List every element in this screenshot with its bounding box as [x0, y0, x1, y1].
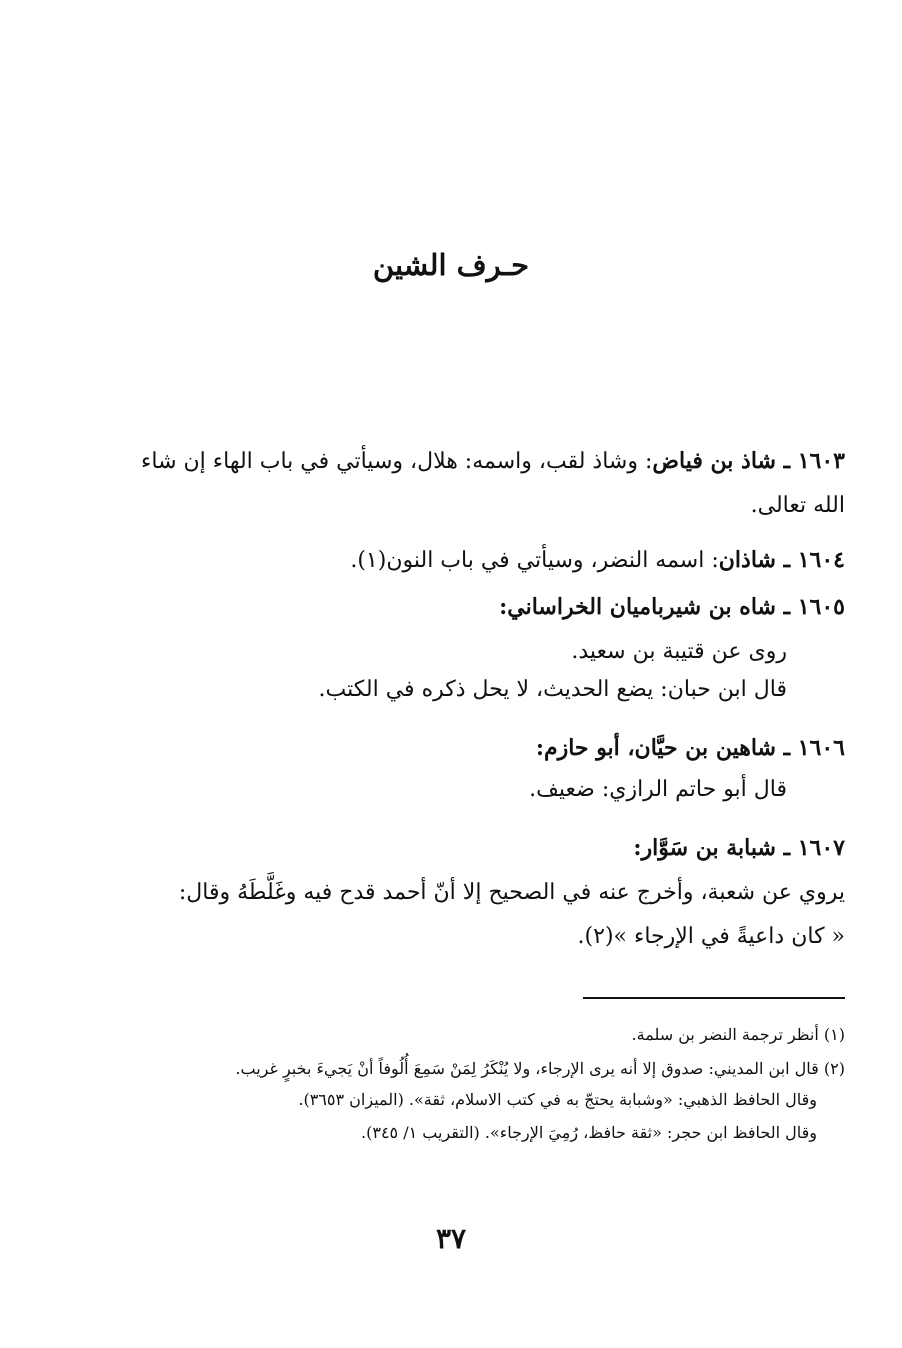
entry-1607-heading — [633, 833, 845, 864]
entry-1604-heading: ١٦٠٤ ـ شاذان — [718, 547, 845, 573]
entry-1605-line-1: روى عن قتيبة بن سعيد. — [571, 639, 787, 664]
footnote-1: (١) أنظر ترجمة النضر بن سلمة. — [631, 1025, 845, 1044]
footnote-separator — [583, 997, 845, 999]
footnote-2-line-2: وقال الحافظ الذهبي: «وشبابة يحتجّ به في كتب الاسلام، ثقة». (الميزان ٣٦٥٣). — [298, 1090, 817, 1109]
entry-1603-line-1 — [141, 446, 845, 477]
entry-1606-heading-text: ١٦٠٦ ـ شاهين بن حيَّان، أبو حازم: — [535, 735, 845, 761]
entry-1603-heading: ١٦٠٣ ـ شاذ بن فياض — [652, 448, 845, 474]
entry-1604-line-1 — [350, 545, 845, 576]
entry-1607-heading-text: ١٦٠٧ ـ شبابة بن سَوَّار: — [633, 835, 845, 861]
entry-1604-text-1: : اسمه النضر، وسيأتي في باب النون(١). — [350, 548, 719, 573]
footnote-2: (٢) قال ابن المديني: صدوق إلا أنه يرى الإرجاء، ولا يُنْكَرُ لِمَنْ سَمِعَ أُلُوفاً أنْ يَجيءَ بخبرٍ غريب. — [235, 1059, 845, 1078]
entry-1605-heading-text: ١٦٠٥ ـ شاه بن شيرباميان الخراساني: — [499, 594, 845, 620]
entry-1603-line-2: الله تعالى. — [750, 493, 845, 518]
chapter-title: حـرف الشين — [372, 248, 530, 282]
entry-1607-line-1: يروي عن شعبة، وأخرج عنه في الصحيح إلا أنّ أحمد قدح فيه وغَلَّطَهُ وقال: — [178, 880, 845, 905]
entry-1605-line-2: قال ابن حبان: يضع الحديث، لا يحل ذكره في الكتب. — [318, 677, 787, 702]
entry-1606-line-1: قال أبو حاتم الرازي: ضعيف. — [529, 777, 787, 802]
entry-1605-heading — [499, 592, 845, 623]
entry-1603-text-1: : وشاذ لقب، واسمه: هلال، وسيأتي في باب الهاء إن شاء — [141, 449, 653, 474]
footnote-2-line-3: وقال الحافظ ابن حجر: «ثقة حافظ، رُمِيَ الإرجاء». (التقريب ١/ ٣٤٥). — [361, 1123, 817, 1142]
page-number: ٣٧ — [435, 1222, 467, 1255]
entry-1606-heading — [536, 733, 845, 764]
entry-1607-line-2: « كان داعيةً في الإرجاء »(٢). — [577, 924, 845, 949]
